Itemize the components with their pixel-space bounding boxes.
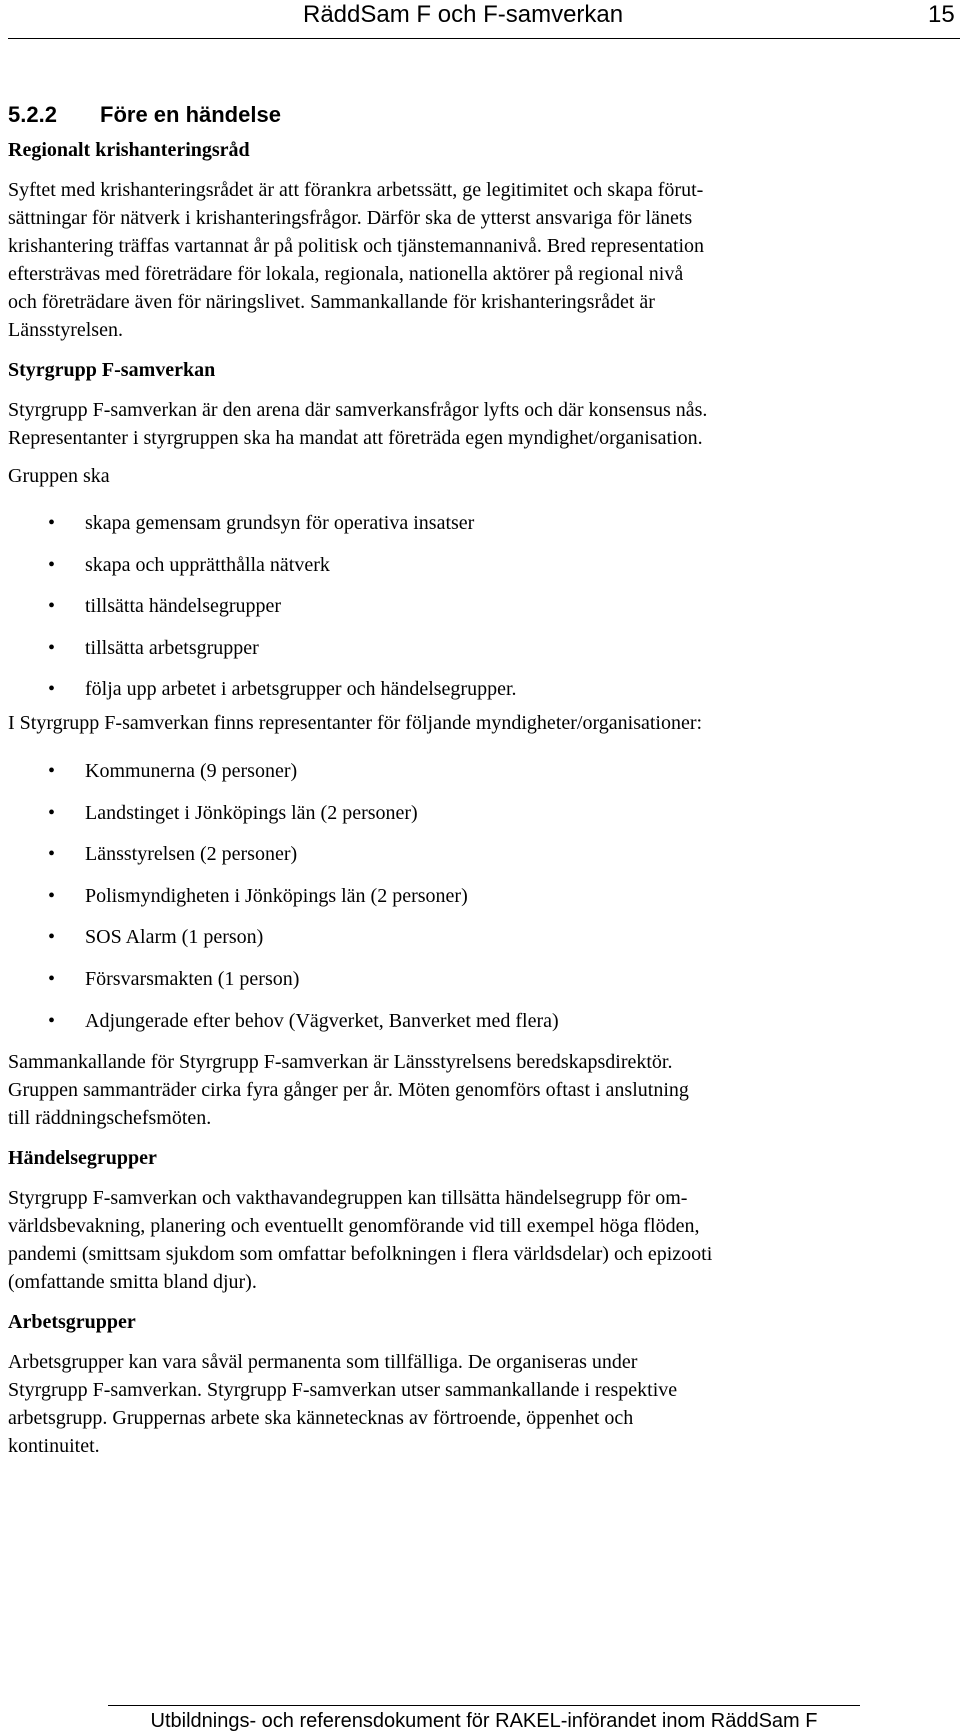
list-item-text: Försvarsmakten (1 person): [85, 967, 300, 990]
bullet-icon: •: [48, 967, 56, 990]
bullet-icon: •: [48, 595, 56, 618]
styrgrupp-paragraph: [8, 396, 958, 452]
list-item: [8, 965, 958, 1007]
page-header: [0, 0, 960, 40]
member-list: [8, 757, 958, 1048]
handelsegrupper-heading: Händelsegrupper: [8, 1147, 157, 1170]
krisrad-heading: Regionalt krishanteringsråd: [8, 139, 250, 161]
handelsegrupper-paragraph: [8, 1184, 958, 1296]
bullet-icon: •: [48, 1009, 56, 1032]
list-item: [8, 882, 958, 924]
list-item-text: Adjungerade efter behov (Vägverket, Banverket med flera): [85, 1009, 559, 1032]
bullet-icon: •: [48, 801, 56, 824]
members-intro: I Styrgrupp F-samverkan finns representanter för följande myndigheter/organisationer:: [8, 711, 703, 734]
list-item: [8, 509, 958, 551]
styrgrupp-heading: Styrgrupp F-samverkan: [8, 359, 216, 381]
bullet-icon: •: [48, 512, 56, 534]
arbetsgrupper-paragraph: [8, 1348, 958, 1460]
list-item: [8, 551, 958, 593]
list-item: [8, 840, 958, 882]
paragraph-line: till räddningschefsmöten.: [8, 1107, 212, 1130]
paragraph-line: (omfattande smitta bland djur).: [8, 1271, 257, 1294]
list-item: [8, 592, 958, 634]
paragraph-line: Arbetsgrupper kan vara såväl permanenta som tillfälliga. De organiseras under: [8, 1351, 638, 1374]
list-item: [8, 799, 958, 841]
bullet-icon: •: [48, 553, 56, 576]
list-item-text: tillsätta arbetsgrupper: [85, 636, 259, 659]
section-number: 5.2.2: [8, 102, 57, 127]
paragraph-line: Representanter i styrgruppen ska ha mandat att företräda egen myndighet/organisation.: [8, 427, 703, 449]
paragraph-line: Sammankallande för Styrgrupp F-samverkan är Länsstyrelsens beredskapsdirektör.: [8, 1051, 673, 1074]
page-footer: Utbildnings- och referensdokument för RAKEL-införandet inom RäddSam F: [150, 1710, 818, 1732]
header-title: RäddSam F och F-samverkan: [303, 1, 624, 28]
group-intro: Gruppen ska: [8, 465, 110, 487]
page-number: 15: [928, 1, 955, 28]
list-item-text: Polismyndigheten i Jönköpings län (2 personer): [85, 884, 468, 907]
paragraph-line: Styrgrupp F-samverkan är den arena där samverkansfrågor lyfts och där konsensus nås.: [8, 399, 708, 421]
list-item-text: Kommunerna (9 personer): [85, 759, 298, 782]
list-item: [8, 675, 958, 717]
bullet-icon: •: [48, 884, 56, 907]
bullet-icon: •: [48, 843, 56, 866]
paragraph-line: Länsstyrelsen.: [8, 319, 123, 341]
list-item: [8, 757, 958, 799]
bullet-icon: •: [48, 926, 56, 949]
paragraph-line: arbetsgrupp. Gruppernas arbete ska kännetecknas av förtroende, öppenhet och: [8, 1407, 634, 1430]
list-item: [8, 634, 958, 676]
styrgrupp-closing: [8, 1048, 958, 1132]
section-heading: [8, 100, 958, 136]
paragraph-line: världsbevakning, planering och eventuellt genomförande vid till exempel höga flöden,: [8, 1215, 700, 1238]
paragraph-line: Styrgrupp F-samverkan och vakthavandegruppen kan tillsätta händelsegrupp för om-: [8, 1187, 688, 1210]
arbetsgrupper-heading: Arbetsgrupper: [8, 1311, 136, 1334]
bullet-icon: •: [48, 636, 56, 659]
paragraph-line: kontinuitet.: [8, 1435, 100, 1458]
paragraph-line: Syftet med krishanteringsrådet är att förankra arbetssätt, ge legitimitet och skapa förut-: [8, 179, 704, 201]
list-item-text: Länsstyrelsen (2 personer): [85, 843, 298, 866]
list-item-text: skapa och upprätthålla nätverk: [85, 553, 330, 576]
page-body: [8, 100, 958, 1460]
paragraph-line: Styrgrupp F-samverkan. Styrgrupp F-samverkan utser sammankallande i respektive: [8, 1379, 678, 1402]
paragraph-line: sättningar för nätverk i krishanteringsfrågor. Därför ska de ytterst ansvariga för länets: [8, 207, 693, 229]
bullet-icon: •: [48, 759, 56, 782]
list-item: [8, 923, 958, 965]
bullet-icon: •: [48, 678, 56, 701]
list-item-text: Landstinget i Jönköpings län (2 personer): [85, 801, 418, 824]
list-item-text: SOS Alarm (1 person): [85, 926, 264, 949]
paragraph-line: krishantering träffas vartannat år på politisk och tjänstemannanivå. Bred representation: [8, 235, 705, 257]
krisrad-paragraph: [8, 176, 958, 344]
footer-divider: [108, 1705, 860, 1706]
paragraph-line: Gruppen sammanträder cirka fyra gånger per år. Möten genomförs oftast i anslutning: [8, 1079, 689, 1102]
list-item: [8, 1007, 958, 1049]
task-list: [8, 509, 958, 717]
paragraph-line: pandemi (smittsam sjukdom som omfattar befolkningen i flera världsdelar) och epizooti: [8, 1243, 713, 1266]
paragraph-line: eftersträvas med företrädare för lokala, regionala, nationella aktörer på regional nivå: [8, 263, 684, 285]
list-item-text: tillsätta händelsegrupper: [85, 595, 282, 618]
list-item-text: följa upp arbetet i arbetsgrupper och händelsegrupper.: [85, 678, 517, 701]
header-divider: [8, 38, 960, 39]
list-item-text: skapa gemensam grundsyn för operativa insatser: [85, 512, 475, 534]
section-title: Före en händelse: [100, 102, 281, 127]
paragraph-line: och företrädare även för näringslivet. Sammankallande för krishanteringsrådet är: [8, 291, 655, 313]
